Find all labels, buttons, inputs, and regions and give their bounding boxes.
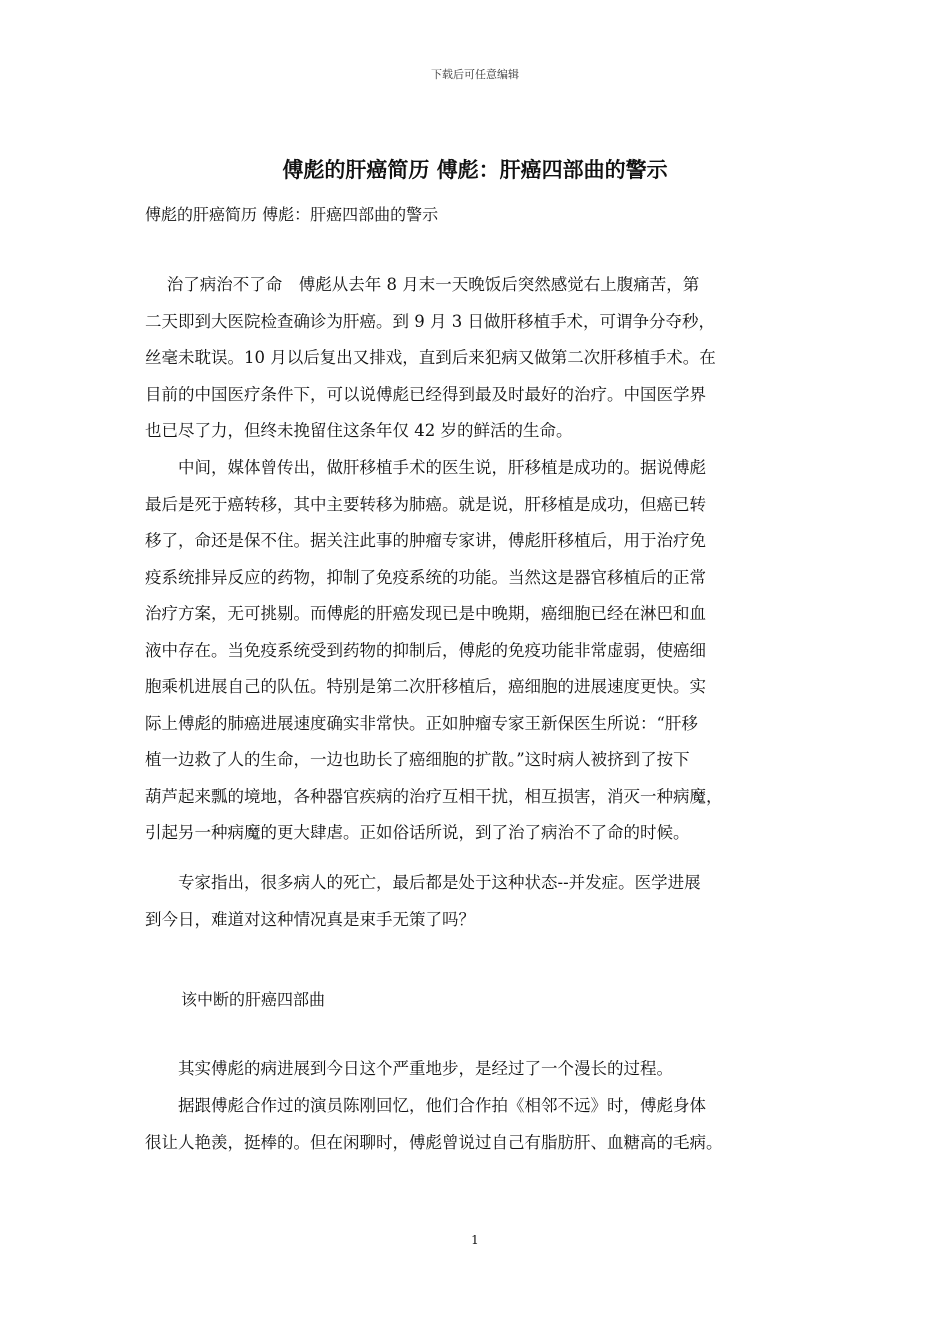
document-subtitle: 傅彪的肝癌简历 傅彪：肝癌四部曲的警示 [145, 205, 439, 224]
paragraph-line: 引起另一种病魔的更大肆虐。正如俗话所说，到了治了病治不了命的时候。 [145, 823, 690, 842]
paragraph-4 [145, 1051, 809, 1088]
paragraph-line: 二天即到大医院检查确诊为肝癌。到 9 月 3 日做肝移植手术，可谓争分夺秒， [145, 311, 715, 331]
paragraph-1 [145, 267, 809, 450]
paragraph-line: 很让人艳羡，挺棒的。但在闲聊时，傅彪曾说过自己有脂肪肝、血糖高的毛病。 [145, 1132, 723, 1152]
paragraph-line: 治了病治不了命 傅彪从去年 8 月末一天晚饭后突然感觉右上腹痛苦，第 [145, 275, 700, 294]
page-number: 1 [471, 1233, 479, 1247]
paragraph-line: 液中存在。当免疫系统受到药物的抑制后，傅彪的免疫功能非常虚弱，使癌细 [145, 640, 706, 660]
paragraph-line: 专家指出，很多病人的死亡，最后都是处于这种状态--并发症。医学进展 [145, 873, 701, 892]
header-note: 下载后可任意编辑 [431, 68, 519, 81]
paragraph-line: 其实傅彪的病进展到今日这个严重地步，是经过了一个漫长的过程。 [145, 1059, 673, 1078]
paragraph-line: 疫系统排异反应的药物，抑制了免疫系统的功能。当然这是器官移植后的正常 [145, 567, 706, 587]
paragraph-3 [145, 865, 809, 938]
section-heading: 该中断的肝癌四部曲 [181, 990, 326, 1009]
paragraph-line: 最后是死于癌转移，其中主要转移为肺癌。就是说，肝移植是成功，但癌已转 [145, 494, 706, 514]
paragraph-line: 据跟傅彪合作过的演员陈刚回忆，他们合作拍《相邻不远》时，傅彪身体 [145, 1096, 706, 1115]
paragraph-line: 也已尽了力，但终未挽留住这条年仅 42 岁的鲜活的生命。 [145, 421, 573, 440]
paragraph-line: 到今日，难道对这种情况真是束手无策了吗？ [145, 909, 475, 929]
paragraph-line: 植一边救了人的生命，一边也助长了癌细胞的扩散。”这时病人被挤到了按下 [145, 750, 690, 769]
paragraph-line: 胞乘机进展自己的队伍。特别是第二次肝移植后，癌细胞的进展速度更快。实 [145, 677, 706, 696]
paragraph-5 [145, 1088, 809, 1161]
paragraph-line: 丝毫未耽误。10 月以后复出又排戏，直到后来犯病又做第二次肝移植手术。在 [145, 348, 716, 367]
paragraph-2 [145, 450, 809, 852]
paragraph-line: 中间，媒体曾传出，做肝移植手术的医生说，肝移植是成功的。据说傅彪 [145, 458, 706, 477]
paragraph-line: 际上傅彪的肺癌进展速度确实非常快。正如肿瘤专家王新保医生所说：“肝移 [145, 713, 698, 733]
paragraph-line: 治疗方案，无可挑剔。而傅彪的肝癌发现已是中晚期，癌细胞已经在淋巴和血 [145, 604, 706, 623]
paragraph-line: 移了，命还是保不住。据关注此事的肿瘤专家讲，傅彪肝移植后，用于治疗免 [145, 531, 706, 550]
paragraph-line: 葫芦起来瓢的境地，各种器官疾病的治疗互相干扰，相互损害，消灭一种病魔， [145, 786, 723, 806]
document-title: 傅彪的肝癌简历 傅彪：肝癌四部曲的警示 [282, 157, 668, 182]
paragraph-line: 目前的中国医疗条件下，可以说傅彪已经得到最及时最好的治疗。中国医学界 [145, 384, 706, 404]
